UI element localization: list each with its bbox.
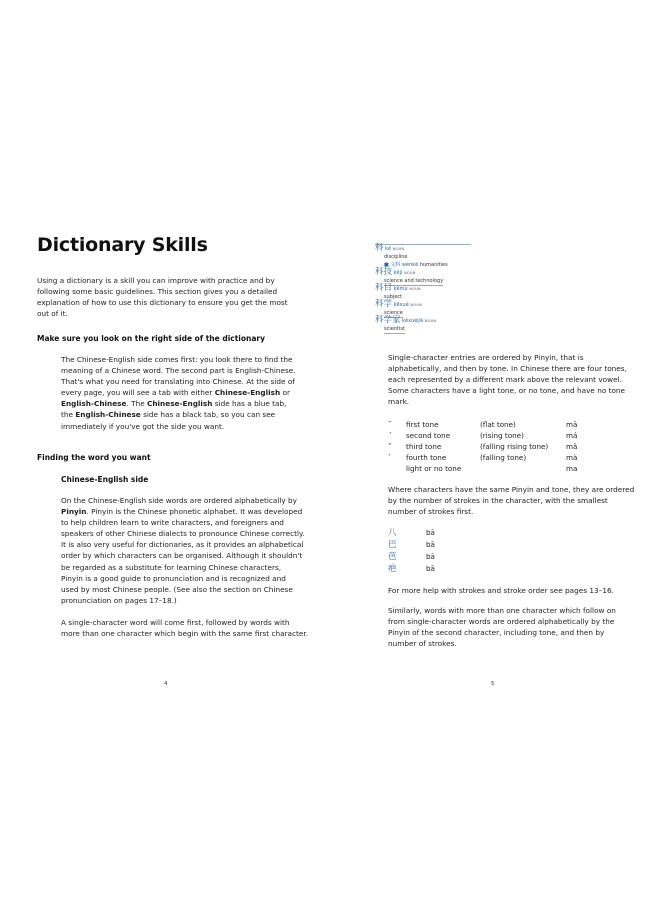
intro-paragraph: Using a dictionary is a skill you can improve with practice and by following some basic guidelines. This section gives you a detailed explanation of how to use this dictionary to ensure you get the most out of it.: [37, 276, 288, 319]
entry-definition: scientist: [384, 326, 405, 332]
similarly-paragraph: Similarly, words with more than one character which follow on from single-character words are ordered alphabetically by the Pinyin of the second character, including tone, and then by number of strokes.: [388, 606, 616, 649]
entry-definition: science: [384, 310, 403, 316]
heading-right-side: Make sure you look on the right side of the dictionary: [37, 334, 266, 343]
side-paragraph: The Chinese-English side comes first: you look there to find the meaning of a Chinese word. The second part is English-Chinese. That's what you need for translating into Chinese. At the side of every page, you will see a tab with either Chinese-English or English-Chinese. The Chinese-English side has a blue tab, the English-Chinese side has a black tab, so you can see immediately if you've got the side you want.: [61, 355, 296, 431]
entry-headword: 科技 kējì NOUN: [375, 267, 416, 277]
page-number-left: 4: [164, 681, 168, 687]
entry-subentry: ■ 文科 wénkē humanities: [384, 262, 448, 268]
entry-definition: discipline: [384, 254, 408, 260]
dictionary-entries-sample: [375, 244, 471, 337]
subheading-chinese-english: Chinese-English side: [61, 475, 149, 484]
entry-headword: 科 kē NOUN: [375, 243, 405, 253]
entry-headword: 科学 kēxué NOUN: [375, 299, 423, 309]
entry-headword: 科学家 kēxuéjiā NOUN: [375, 315, 437, 325]
single-character-paragraph: A single-character word will come first, followed by words with more than one character which begin with the same first character.: [61, 618, 309, 639]
heading-finding-word: Finding the word you want: [37, 453, 151, 462]
page-title: Dictionary Skills: [37, 234, 208, 256]
stroke-order-paragraph: Where characters have the same Pinyin and tone, they are ordered by the number of strokes in the character, with the smallest number of strokes first.: [388, 485, 635, 517]
tone-ordering-paragraph: Single-character entries are ordered by Pinyin, that is alphabetically, and then by tone. In Chinese there are four tones, each represented by a different mark above the relevant vowel. Some characters have a light tone, or no tone, and have no tone mark.: [388, 353, 627, 407]
entry-headword: 科目 kēmù NOUN: [375, 283, 421, 293]
pinyin-paragraph: On the Chinese-English side words are ordered alphabetically by Pinyin. Pinyin is the Chinese phonetic alphabet. It was developed to help children learn to write characters, and foreigners and speakers of other Chinese dialects to pronounce Chinese correctly. It is also very useful for dictionaries, as it provides an alphabetical order by which characters can be organised. Although it shouldn't be regarded as a substitute for learning Chinese characters, Pinyin is a good guide to pronunciation and is recognized and used by most Chinese people. (See also the section on Chinese pronunciation on pages 17–18.): [61, 496, 305, 605]
entry-definition: subject: [384, 294, 403, 300]
entry-definition: science and technology: [384, 278, 444, 284]
help-strokes-paragraph: For more help with strokes and stroke order see pages 13–16.: [388, 586, 614, 595]
page-number-right: 5: [491, 681, 495, 687]
